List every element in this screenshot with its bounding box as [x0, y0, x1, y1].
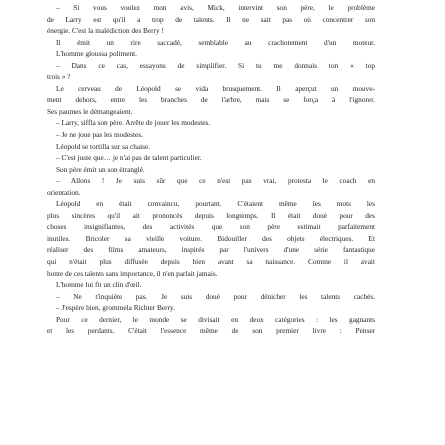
text-line: choses insignifiantes, des activités que son père estimait parfaitement: [47, 222, 375, 232]
text-line: énergie. C'est la malédiction des Berry !: [47, 26, 164, 36]
text-line: orientation.: [47, 187, 81, 197]
text-line: Le cerveau de Léopold se vida brusquement. Il aperçut un mouve-: [56, 83, 375, 93]
text-line: – Dans ce cas, essayons de simplifier. Si tu me donnais ton « top: [56, 60, 375, 70]
text-line: ment dehors, entre les branches de l'arbre, mais se força à l'ignorer.: [47, 95, 375, 105]
text-line: – Si vous voulez mon avis, Mick, intervint son père, le problème: [56, 3, 375, 12]
text-line: – J'espère bien, grommela Richter Berry.: [56, 303, 175, 313]
book-page: [47, 2, 375, 337]
text-line: L'homme lui fit un clin d'œil.: [56, 280, 142, 290]
text-line: plus sincères qu'il ait prononcés depuis longtemps. Il était doué pour des: [47, 210, 375, 220]
text-line: Pour ce dernier, le monde se divisait en deux catégories : les gagnants: [56, 314, 375, 324]
text-line: L'homme gloussa poliment.: [56, 49, 137, 59]
text-line: – Je ne joue pas les modestes.: [56, 130, 143, 140]
text-line: Léopold en était convaincu, pourtant. C'étaient même les mots les: [56, 199, 375, 209]
text-line: Il émit un rire saccadé, semblable au crachotement d'un moteur.: [56, 37, 375, 47]
text-line: trois » ?: [47, 72, 71, 82]
text-line: Léopold se tortilla sur sa chaise.: [56, 141, 151, 151]
text-line: honte de ces talents sans importance, il n'en parlait jamais.: [47, 268, 218, 278]
text-line: Son père émit un son étranglé.: [56, 164, 145, 174]
text-line: et les perdants. C'était l'essence même de son premier livre : Penser: [47, 326, 375, 336]
text-line: réaliser des films amateurs, inspirés par l'univers d'une série fantastique: [47, 245, 375, 255]
text-line: inutiles. Bricoler sa vieille voiture. Bidouiller des objets électriques. Et: [47, 233, 375, 243]
text-line: – Ne t'inquiète pas. Je suis doué pour dénicher les talents cachés.: [56, 291, 375, 301]
text-line: Ses paumes le démangeaient.: [47, 106, 133, 116]
text-line: – Larry, siffla son père. Arrête de jouer les modestes.: [56, 118, 211, 128]
text-line: qui n'était plus diffusée depuis bien avant sa naissance. Comme il avait: [47, 257, 375, 267]
text-line: de Larry est qu'il a trop de talents. Il ne sait pas où concentrer son: [47, 14, 375, 24]
text-line: – Allons ! Je suis sûr que ce n'est pas vrai, protesta le coach en: [56, 176, 375, 186]
text-line: – C'est juste que… je n'ai pas de talent particulier.: [56, 153, 202, 163]
